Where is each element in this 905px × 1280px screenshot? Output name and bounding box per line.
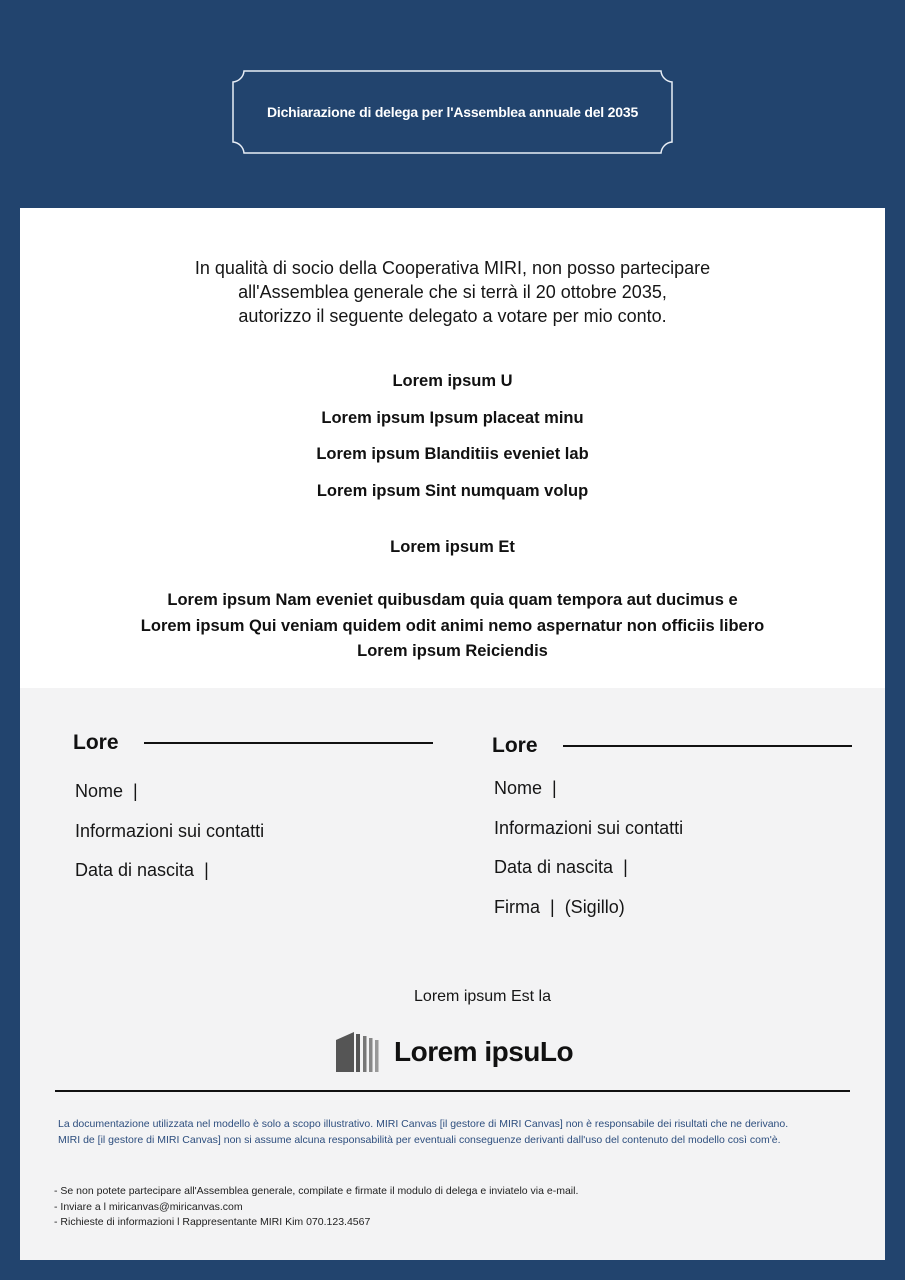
intro-line: all'Assemblea generale che si terrà il 20 ottobre 2035, xyxy=(238,282,667,302)
proxy-form-card xyxy=(20,208,885,1260)
title-divider xyxy=(563,745,852,747)
field-label: Informazioni sui contatti xyxy=(494,817,684,838)
delegate-line: Lorem ipsum Ipsum placeat minu xyxy=(321,408,584,427)
principal-info xyxy=(73,728,433,899)
paragraph-line: Lorem ipsum Reiciendis xyxy=(357,642,548,660)
instruction-item: - Inviare a l miricanvas@miricanvas.com xyxy=(54,1200,243,1213)
field-separator: | xyxy=(204,860,209,880)
document-title: Dichiarazione di delega per l'Assemblea annuale del 2035 xyxy=(266,104,639,120)
logo-text: Lorem ipsuLo xyxy=(394,1036,574,1067)
field-separator: | xyxy=(133,781,138,801)
principal-title: Lore xyxy=(73,731,119,754)
signature-field[interactable] xyxy=(492,896,852,936)
delegate-name-field[interactable] xyxy=(492,777,852,817)
delegate-line: Lorem ipsum Blanditiis eveniet lab xyxy=(316,445,589,463)
field-label: Data di nascita xyxy=(75,860,195,880)
intro-line: autorizzo il seguente delegato a votare per mio conto. xyxy=(238,306,667,326)
delegate-line: Lorem ipsum U xyxy=(392,372,513,390)
field-separator: | xyxy=(550,896,555,917)
delegate-birthdate-field[interactable] xyxy=(492,856,852,896)
principal-name-field[interactable] xyxy=(73,780,433,820)
disclaimer xyxy=(58,1116,858,1148)
seal-label: (Sigillo) xyxy=(564,896,625,917)
principal-contact-field[interactable] xyxy=(73,820,433,860)
disclaimer-line: La documentazione utilizzata nel modello è solo a scopo illustrativo. MIRI Canvas [il gestore di MIRI Canvas] non è responsabile dei risultati che ne derivano. xyxy=(58,1118,789,1130)
delegate-list xyxy=(20,370,885,516)
field-label: Informazioni sui contatti xyxy=(75,820,265,841)
disclaimer-line: MIRI de [il gestore di MIRI Canvas] non si assume alcuna responsabilità per eventuali conseguenze derivanti dall'uso del contenuto del modello così com'è. xyxy=(58,1134,781,1146)
header-title-frame xyxy=(232,70,673,154)
paragraph-line: Lorem ipsum Qui veniam quidem odit animi nemo aspernatur non officiis libero xyxy=(140,616,765,635)
delegate-title: Lore xyxy=(492,734,538,757)
field-label: Data di nascita xyxy=(494,857,614,877)
company-logo xyxy=(336,1032,573,1072)
instruction-item: - Richieste di informazioni l Rappresentante MIRI Kim 070.123.4567 xyxy=(54,1216,371,1228)
field-separator: | xyxy=(623,857,628,877)
paragraph-line: Lorem ipsum Nam eveniet quibusdam quia quam tempora aut ducimus e xyxy=(167,591,738,609)
footer-divider xyxy=(55,1090,850,1092)
delegate-info xyxy=(492,728,852,935)
delegate-header xyxy=(492,731,852,761)
intro-statement xyxy=(20,256,885,328)
principal-birthdate-field[interactable] xyxy=(73,859,433,899)
principal-header xyxy=(73,728,433,758)
field-separator: | xyxy=(552,778,557,798)
bold-paragraph xyxy=(20,588,885,665)
field-label: Nome xyxy=(494,778,543,798)
field-label: Nome xyxy=(75,781,124,801)
section-heading: Lorem ipsum Et xyxy=(390,538,515,556)
field-label: Firma xyxy=(494,896,540,917)
title-divider xyxy=(144,742,433,744)
delegate-line: Lorem ipsum Sint numquam volup xyxy=(316,481,589,500)
instruction-item: - Se non potete partecipare all'Assemblea generale, compilate e firmate il modulo di delega e inviatelo via e-mail. xyxy=(54,1185,579,1197)
footer-caption: Lorem ipsum Est la xyxy=(414,988,551,1005)
intro-line: In qualità di socio della Cooperativa MIRI, non posso partecipare xyxy=(194,258,711,278)
instructions-list xyxy=(54,1184,854,1231)
delegate-contact-field[interactable] xyxy=(492,817,852,857)
signature-section xyxy=(20,688,885,1260)
building-icon xyxy=(336,1032,382,1072)
